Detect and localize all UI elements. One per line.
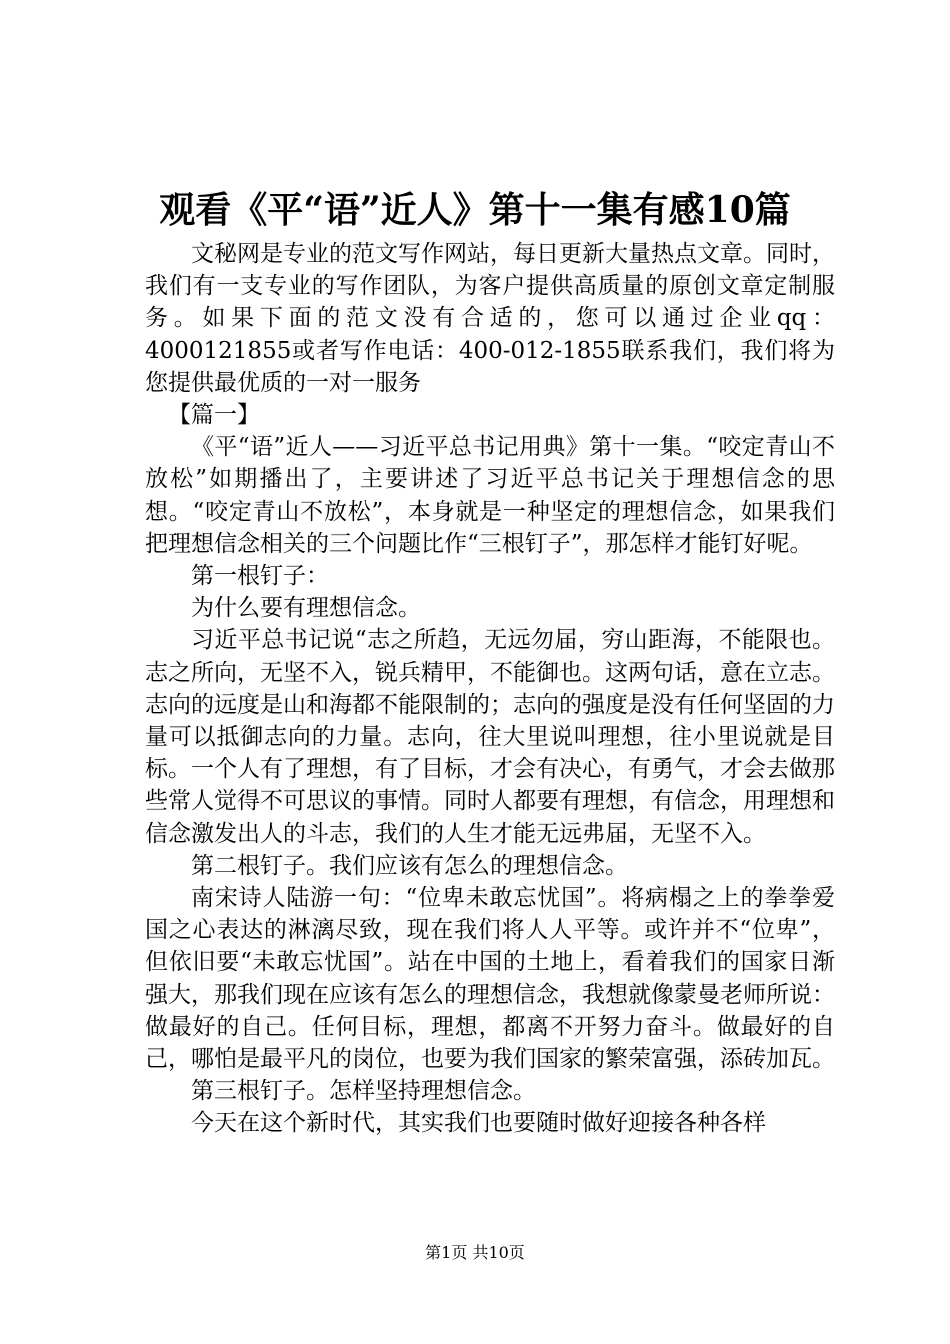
body-paragraph: 第三根钉子。怎样坚持理想信念。	[191, 1078, 536, 1105]
body-paragraph: 《平“语”近人——习近平总书记用典》第十一集。“咬定青山不放松”如期播出了，主要讲述了习近平总书记关于理想信念的思想。“咬定青山不放松”，本身就是一种坚定的理想信念，如果我们把理想信念相关的三个问题比作“三根钉子”，那怎样才能钉好呢。	[145, 434, 835, 557]
intro-paragraph: 文秘网是专业的范文写作网站，每日更新大量热点文章。同时，我们有一支专业的写作团队，为客户提供高质量的原创文章定制服务。如果下面的范文没有合适的，您可以通过企业qq：4000121855或者写作电话：400-012-1855联系我们，我们将为您提供最优质的一对一服务	[145, 241, 835, 396]
document-title: 观看《平“语”近人》第十一集有感10篇	[159, 189, 791, 231]
body-paragraph: 为什么要有理想信念。	[191, 595, 421, 622]
document-body	[145, 238, 835, 1140]
page-footer: 第1页 共10页	[425, 1243, 525, 1262]
body-paragraph: 第一根钉子：	[191, 563, 329, 590]
section-heading: 【篇一】	[168, 402, 260, 429]
body-paragraph: 今天在这个新时代，其实我们也要随时做好迎接各种各样	[191, 1110, 766, 1137]
body-paragraph: 南宋诗人陆游一句：“位卑未敢忘忧国”。将病榻之上的拳拳爱国之心表达的淋漓尽致，现在我们将人人平等。或许并不“位卑”，但依旧要“未敢忘忧国”。站在中国的土地上，看着我们的国家日渐强大，那我们现在应该有怎么的理想信念，我想就像蒙曼老师所说：做最好的自己。任何目标，理想，都离不开努力奋斗。做最好的自己，哪怕是最平凡的岗位，也要为我们国家的繁荣富强，添砖加瓦。	[145, 885, 835, 1073]
body-paragraph: 习近平总书记说“志之所趋，无远勿届，穷山距海，不能限也。志之所向，无坚不入，锐兵精甲，不能御也。这两句话，意在立志。志向的远度是山和海都不能限制的；志向的强度是没有任何坚固的力量可以抵御志向的力量。志向，往大里说叫理想，往小里说就是目标。一个人有了理想，有了目标，才会有决心，有勇气，才会去做那些常人觉得不可思议的事情。同时人都要有理想，有信念，用理想和信念激发出人的斗志，我们的人生才能无远弗届，无坚不入。	[145, 627, 835, 847]
body-paragraph: 第二根钉子。我们应该有怎么的理想信念。	[191, 852, 628, 879]
